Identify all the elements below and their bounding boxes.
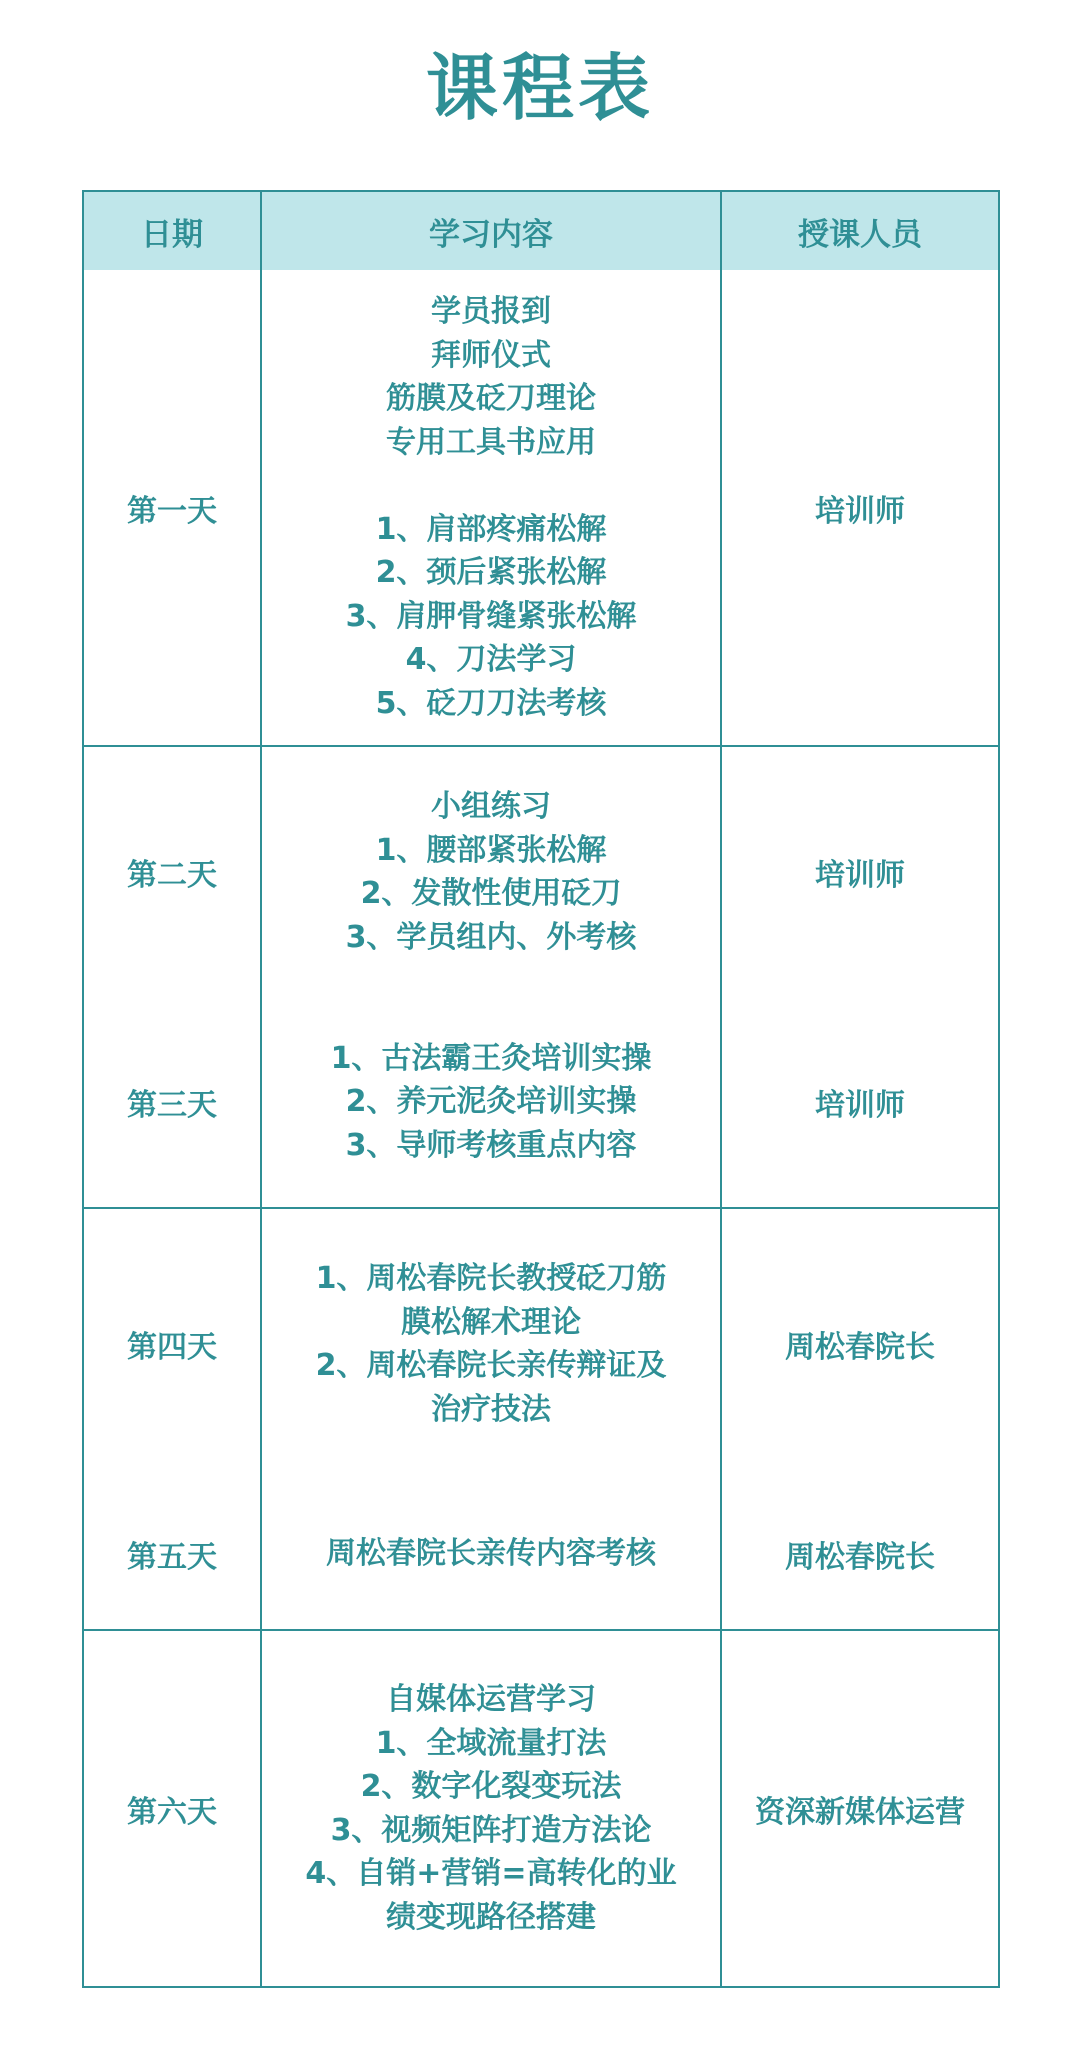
content-line: 1、古法霸王灸培训实操	[330, 1040, 652, 1076]
content-cell	[262, 270, 722, 745]
content-line: 专用工具书应用	[386, 424, 596, 460]
content-line: 3、视频矩阵打造方法论	[330, 1812, 652, 1848]
day-label: 第四天	[84, 1209, 262, 1479]
teacher-label: 周松春院长	[785, 1330, 935, 1365]
table-row	[84, 270, 998, 745]
content-line: 拜师仪式	[431, 337, 551, 373]
content-line: 2、周松春院长亲传辩证及	[315, 1348, 667, 1383]
day-label: 第三天	[84, 997, 262, 1207]
content-line: 1、全域流量打法	[375, 1725, 607, 1761]
content-cell	[262, 1631, 722, 1986]
teacher-label: 培训师	[815, 493, 905, 529]
content-lines	[316, 1257, 667, 1431]
day-label: 第六天	[84, 1631, 262, 1986]
teacher-label: 周松春院长	[785, 1540, 935, 1575]
content-line: 周松春院长亲传内容考核	[326, 1536, 656, 1572]
day-label: 第五天	[84, 1479, 262, 1629]
content-line: 膜松解术理论	[401, 1304, 581, 1340]
content-lines	[346, 785, 637, 959]
content-cell	[262, 1479, 722, 1629]
content-cell	[262, 747, 722, 997]
content-line: 4、刀法学习	[405, 642, 577, 677]
table-row	[84, 747, 998, 997]
header-content: 学习内容	[262, 192, 722, 270]
content-cell	[262, 1209, 722, 1479]
table-row	[84, 1631, 998, 1986]
content-line: 3、肩胛骨缝紧张松解	[345, 598, 637, 634]
content-line: 2、数字化裂变玩法	[360, 1769, 622, 1804]
teacher-label: 资深新媒体运营	[755, 1794, 965, 1830]
header-date: 日期	[84, 192, 262, 270]
teacher-label: 培训师	[815, 858, 905, 893]
content-line: 筋膜及砭刀理论	[386, 381, 596, 416]
page-title: 课程表	[425, 46, 654, 130]
content-line: 2、发散性使用砭刀	[360, 876, 622, 911]
content-lines	[346, 290, 637, 725]
schedule-table	[82, 190, 1000, 1988]
content-line: 绩变现路径搭建	[386, 1899, 596, 1935]
content-line: 4、自销+营销=高转化的业	[305, 1856, 677, 1891]
table-row	[84, 1209, 998, 1479]
content-line: 学员报到	[431, 294, 551, 329]
table-row	[84, 997, 998, 1207]
content-cell	[262, 997, 722, 1207]
content-line: 3、导师考核重点内容	[345, 1127, 637, 1163]
header-teacher: 授课人员	[798, 216, 922, 253]
table-group-2	[84, 745, 998, 1207]
table-row	[84, 1479, 998, 1629]
teacher-label: 培训师	[815, 1088, 905, 1123]
content-line: 1、肩部疼痛松解	[375, 511, 607, 547]
content-line: 治疗技法	[431, 1391, 551, 1427]
content-lines	[326, 1532, 656, 1576]
table-group-4	[84, 1629, 998, 1986]
table-group-3	[84, 1207, 998, 1629]
content-line: 1、周松春院长教授砭刀筋	[315, 1261, 667, 1296]
content-line: 1、腰部紧张松解	[375, 832, 607, 868]
content-line: 5、砭刀刀法考核	[375, 685, 607, 721]
content-line: 2、养元泥灸培训实操	[345, 1084, 637, 1120]
table-header-row	[84, 192, 998, 270]
table-group-1	[84, 270, 998, 745]
day-label: 第二天	[84, 747, 262, 997]
content-line: 自媒体运营学习	[386, 1682, 596, 1717]
content-line: 小组练习	[431, 789, 551, 824]
content-lines	[331, 1037, 652, 1168]
day-label: 第一天	[84, 270, 262, 745]
content-line: 3、学员组内、外考核	[345, 919, 637, 955]
content-lines	[305, 1678, 676, 1939]
content-line: 2、颈后紧张松解	[375, 555, 607, 590]
